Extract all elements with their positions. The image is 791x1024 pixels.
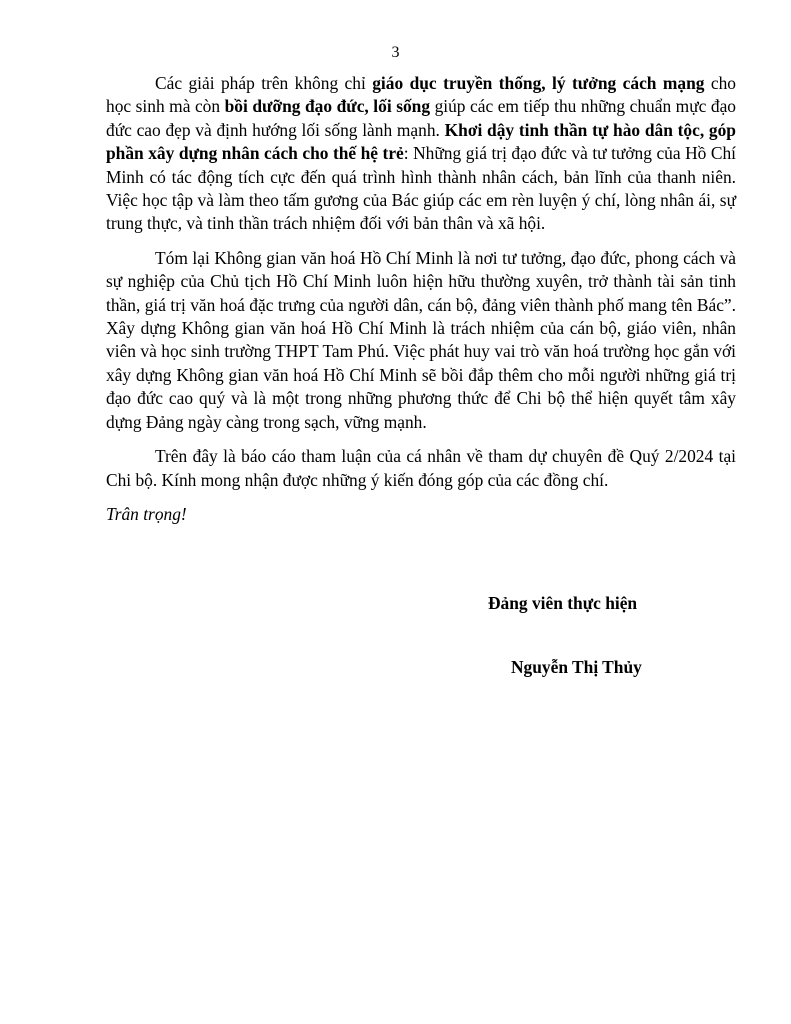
document-body	[106, 72, 736, 526]
text-segment: Các giải pháp trên không chỉ	[155, 73, 373, 93]
text-segment: Tóm lại Không gian văn hoá Hồ Chí Minh là nơi tư tưởng, đạo đức, phong cách và sự nghiệp của Chủ tịch Hồ Chí Minh luôn hiện hữu thường xuyên, trở thành tài sản tinh thần, giá trị văn hoá đặc trưng của người dân, cán bộ, đảng viên thành phố mang tên Bác”. Xây dựng Không gian văn hoá Hồ Chí Minh là trách nhiệm của cán bộ, giáo viên, nhân viên và học sinh trường THPT Tam Phú. Việc phát huy vai trò văn hoá trường học gắn với xây dựng Không gian văn hoá Hồ Chí Minh sẽ bồi đắp thêm cho mỗi người những giá trị đạo đức cao quý và là một trong những phương thức để Chi bộ thể hiện quyết tâm xây dựng Đảng ngày càng trong sạch, vững mạnh.	[106, 247, 736, 432]
signature-name: Nguyễn Thị Thủy	[511, 657, 642, 677]
text-segment-bold: Khơi dậy tinh thần tự hào dân tộc, góp phần xây dựng nhân cách cho thế hệ trẻ	[106, 119, 736, 164]
text-segment-bold: bồi dưỡng đạo đức, lối sống	[224, 96, 431, 117]
signature-role: Đảng viên thực hiện	[488, 593, 638, 613]
text-segment: giúp các em tiếp thu những chuẩn mực đạo đức cao đẹp và định hướng lối sống lành mạnh.	[106, 96, 736, 140]
text-segment: : Những giá trị đạo đức và tư tưởng của Hồ Chí Minh có tác động tích cực đến quá trình hình thành nhân cách, bản lĩnh của thanh niên. Việc học tập và làm theo tấm gương của Bác giúp các em rèn luyện ý chí, lòng nhân ái, sự trung thực, và tinh thần trách nhiệm đối với bản thân và xã hội.	[106, 143, 736, 234]
paragraph-summary	[106, 247, 736, 434]
text-segment: cho học sinh mà còn	[106, 73, 736, 117]
text-segment-bold: giáo dục truyền thống, lý tưởng cách mạng	[372, 73, 705, 93]
paragraph-solutions	[106, 72, 736, 236]
closing-salutation: Trân trọng!	[106, 503, 187, 524]
page-number: 3	[391, 44, 400, 61]
text-segment: Trên đây là báo cáo tham luận của cá nhân về tham dự chuyên đề Quý 2/2024 tại Chi bộ. Kính mong nhận được những ý kiến đóng góp của các đồng chí.	[106, 446, 736, 490]
paragraph-conclusion	[106, 445, 736, 492]
